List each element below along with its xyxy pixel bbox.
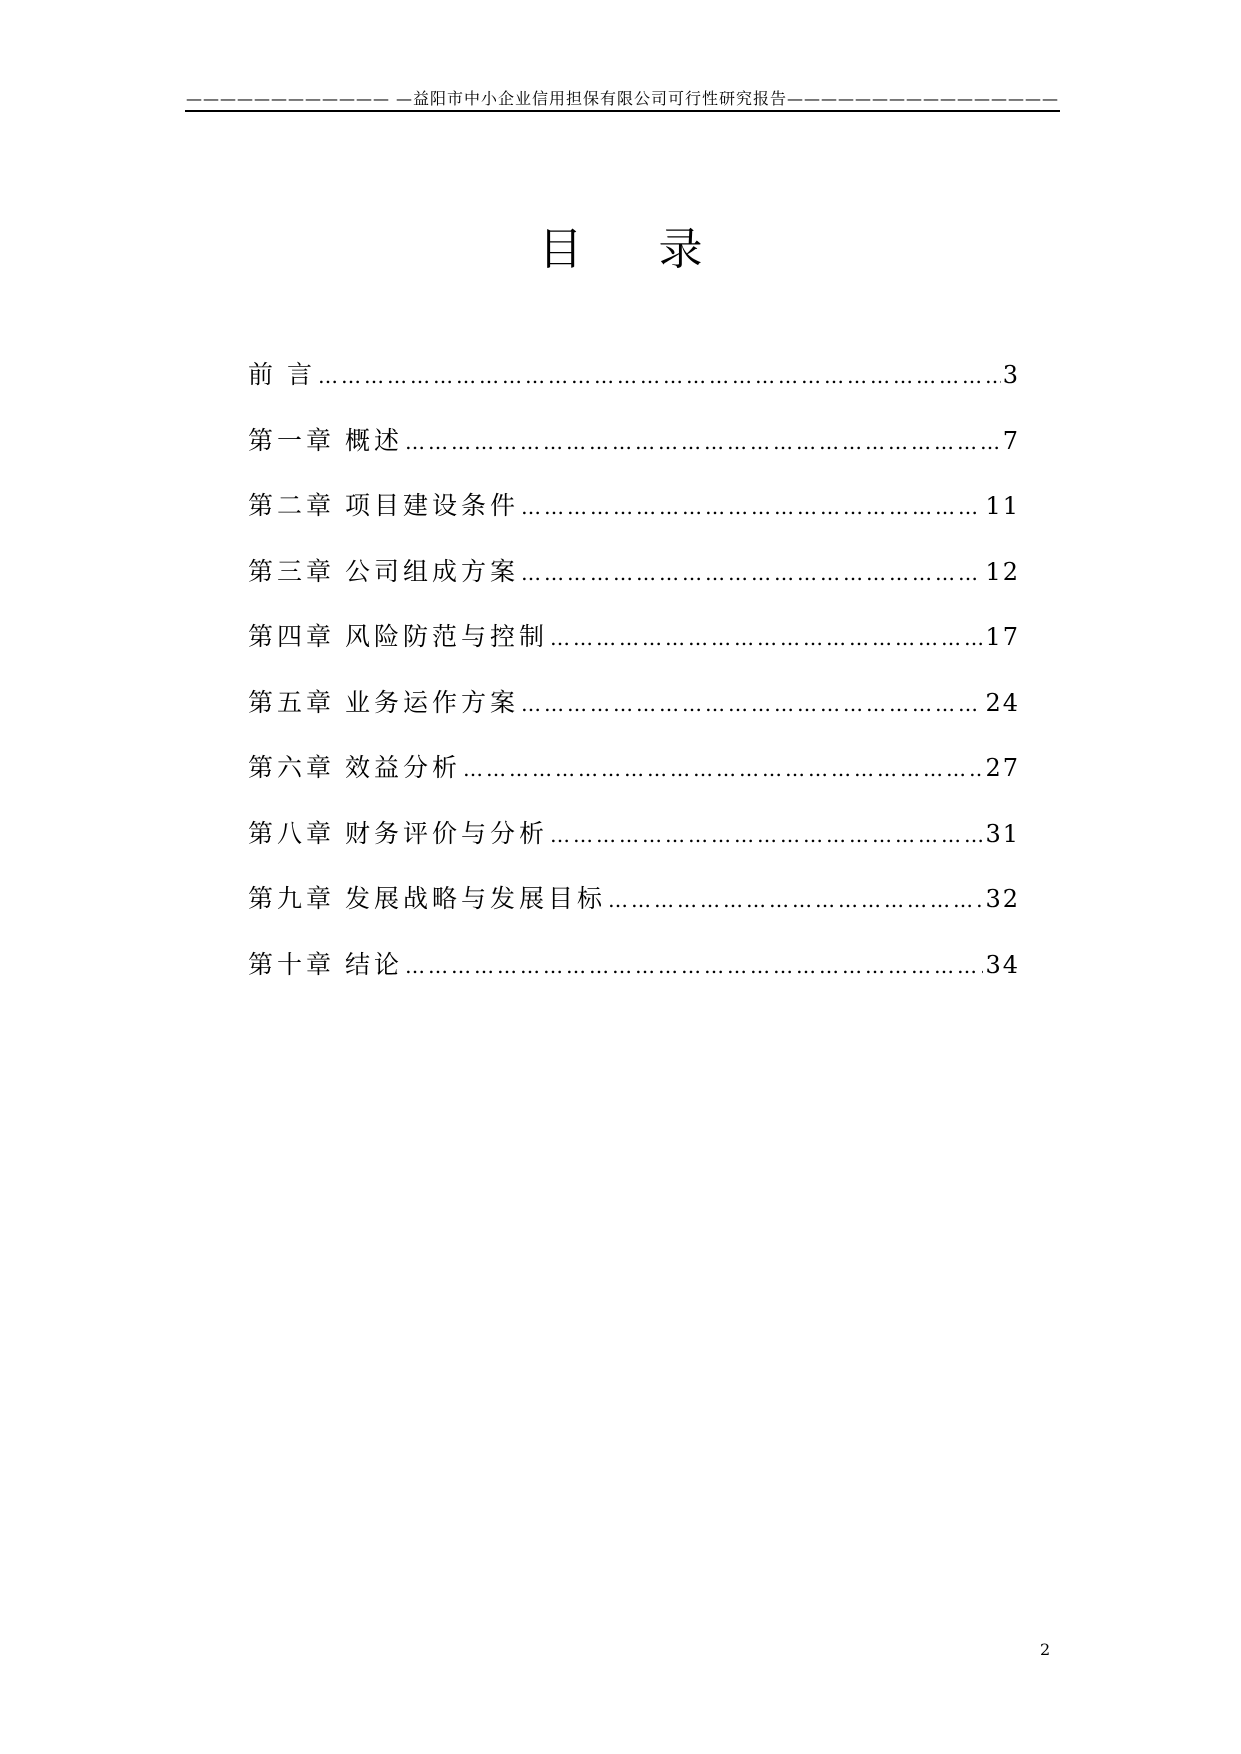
toc-label: 业务运作方案 — [345, 687, 520, 717]
toc-chapter: 第八章 — [248, 818, 336, 848]
toc-label: 效益分析 — [345, 753, 462, 782]
toc-leader-dots — [463, 757, 983, 781]
toc-leader-dots — [608, 888, 983, 912]
toc-chapter: 前 — [248, 360, 278, 389]
toc-page-number: 7 — [1002, 426, 1020, 455]
toc-entry-chapter-9[interactable] — [248, 879, 1020, 945]
toc-chapter: 第三章 — [248, 556, 336, 586]
toc-entry-chapter-5[interactable] — [248, 683, 1020, 749]
toc-leader-dots — [405, 430, 1001, 454]
toc-chapter: 第一章 — [248, 425, 336, 455]
toc-leader-dots — [521, 561, 983, 585]
toc-chapter: 第五章 — [248, 687, 336, 717]
toc-page-number: 34 — [985, 950, 1020, 979]
toc-leader-dots — [405, 954, 983, 978]
header-rule — [185, 110, 1060, 112]
toc-chapter: 第四章 — [248, 622, 336, 651]
toc-page-number: 31 — [985, 819, 1020, 848]
toc-leader-dots — [318, 364, 1001, 388]
toc-chapter: 第十章 — [248, 949, 336, 979]
toc-entry-chapter-6[interactable] — [248, 748, 1020, 814]
toc-label: 公司组成方案 — [345, 556, 520, 586]
toc-page-number: 3 — [1002, 361, 1020, 389]
toc-label: 言 — [287, 360, 317, 389]
toc-label: 概述 — [345, 425, 404, 455]
toc-entry-chapter-3[interactable] — [248, 552, 1020, 618]
page-number: 2 — [1040, 1640, 1051, 1659]
toc-label: 风险防范与控制 — [345, 622, 549, 651]
toc-chapter: 第二章 — [248, 491, 336, 520]
toc-chapter: 第六章 — [248, 753, 336, 782]
toc-leader-dots — [550, 823, 983, 847]
toc-page-number: 32 — [985, 885, 1020, 913]
toc-leader-dots — [521, 692, 983, 716]
toc-entry-chapter-10[interactable] — [248, 945, 1020, 1011]
toc-page-number: 24 — [985, 688, 1020, 717]
toc-entry-preface[interactable] — [248, 355, 1020, 421]
running-header-text: ———————————— —益阳市中小企业信用担保有限公司可行性研究报告———————————————— — [185, 89, 1060, 108]
toc-page-number: 12 — [985, 557, 1020, 586]
toc-title-char: 录 — [658, 224, 703, 275]
toc-chapter: 第九章 — [248, 884, 336, 913]
running-header — [185, 86, 1060, 114]
toc-leader-dots — [521, 495, 983, 519]
toc-title-char: 目 — [538, 224, 583, 275]
toc-entry-chapter-8[interactable] — [248, 814, 1020, 880]
toc-page-number: 17 — [985, 623, 1020, 651]
toc-entry-chapter-1[interactable] — [248, 421, 1020, 487]
table-of-contents — [248, 355, 1020, 1010]
toc-title — [0, 222, 1241, 278]
toc-page-number: 27 — [985, 754, 1020, 782]
toc-label: 发展战略与发展目标 — [345, 884, 607, 913]
toc-label: 财务评价与分析 — [345, 818, 549, 848]
toc-entry-chapter-4[interactable] — [248, 617, 1020, 683]
toc-leader-dots — [550, 626, 983, 650]
toc-page-number: 11 — [985, 492, 1020, 520]
toc-entry-chapter-2[interactable] — [248, 486, 1020, 552]
toc-label: 项目建设条件 — [345, 491, 520, 520]
toc-label: 结论 — [345, 949, 404, 979]
